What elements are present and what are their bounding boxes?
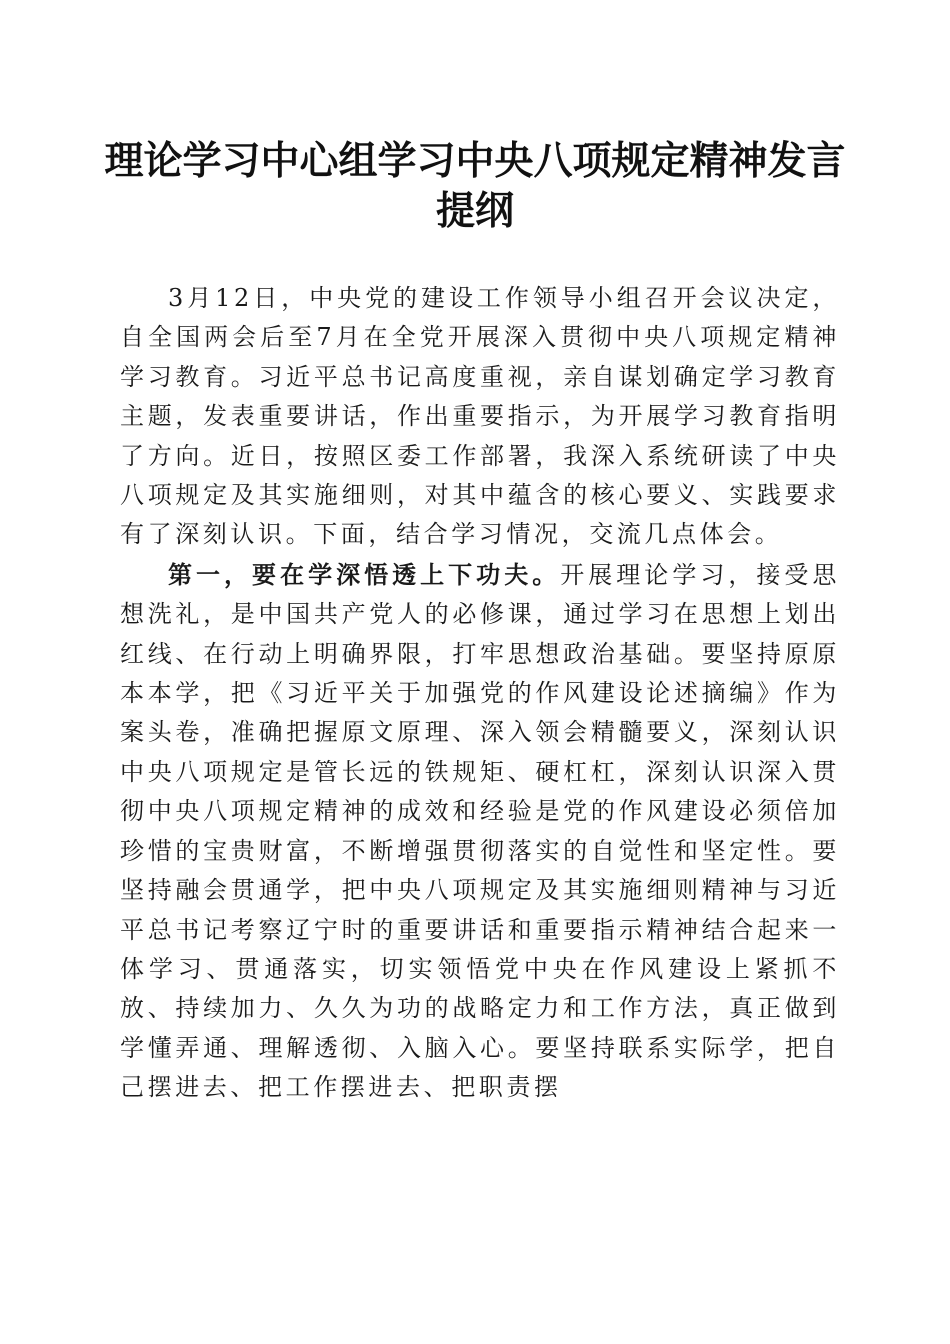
paragraph-text: 开展理论学习，接受思想洗礼，是中国共产党人的必修课，通过学习在思想上划出红线、在行动上明确界限，打牢思想政治基础。要坚持原原本本学，把《习近平关于加强党的作风建设论述摘编》作为案头卷，准确把握原文原理、深入领会精髓要义，深刻认识中央八项规定是管长远的铁规矩、硬杠杠，深刻认识深入贯彻中央八项规定精神的成效和经验是党的作风建设必须倍加珍惜的宝贵财富，不断增强贯彻落实的自觉性和坚定性。要坚持融会贯通学，把中央八项规定及其实施细则精神与习近平总书记考察辽宁时的重要讲话和重要指示精神结合起来一体学习、贯通落实，切实领悟党中央在作风建设上紧抓不放、持续加力、久久为功的战略定力和工作方法，真正做到学懂弄通、理解透彻、入脑入心。要坚持联系实际学，把自己摆进去、把工作摆进去、把职责摆: [120, 560, 841, 1102]
document-title: 理论学习中心组学习中央八项规定精神发言提纲: [104, 138, 846, 234]
paragraph-point-one: [120, 555, 840, 1108]
document-body: [120, 278, 840, 1108]
paragraph-intro: [120, 278, 840, 555]
paragraph-lead: 第一，要在学深悟透上下功夫。: [168, 559, 561, 589]
paragraph-text: 3月12日，中央党的建设工作领导小组召开会议决定，自全国两会后至7月在全党开展深入贯彻中央八项规定精神学习教育。习近平总书记高度重视，亲自谋划确定学习教育主题，发表重要讲话，作出重要指示，为开展学习教育指明了方向。近日，按照区委工作部署，我深入系统研读了中央八项规定及其实施细则，对其中蕴含的核心要义、实践要求有了深刻认识。下面，结合学习情况，交流几点体会。: [120, 284, 840, 549]
